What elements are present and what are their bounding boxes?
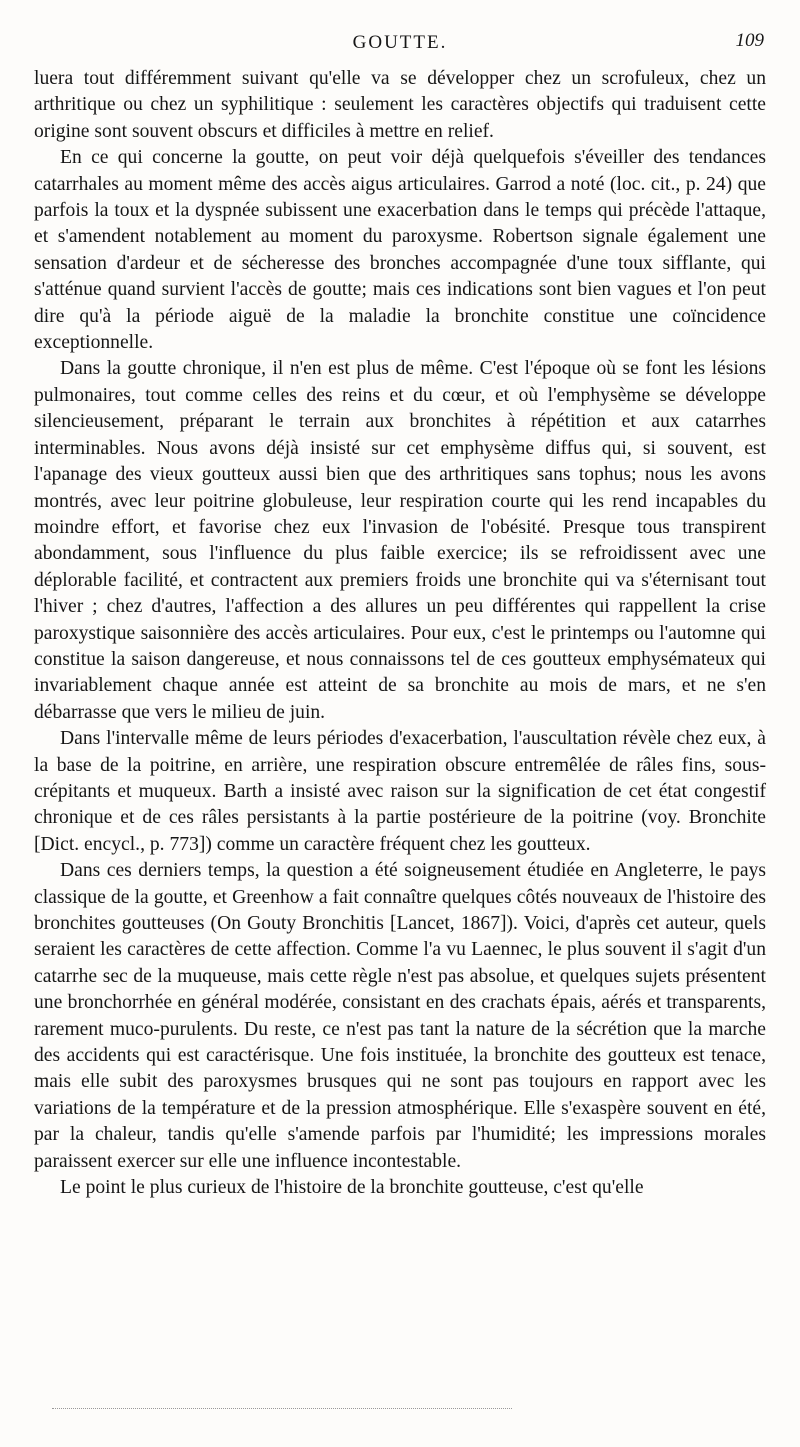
- paragraph: En ce qui concerne la goutte, on peut voir déjà quelquefois s'éveiller des tendances catarrhales au moment même des accès aigus articulaires. Garrod a noté (loc. cit., p. 24) que parfois la toux et la dyspnée subissent une exacerbation dans le temps qui précède l'attaque, et s'amendent notablement au moment du paroxysme. Robertson signale également une sensation d'ardeur et de sécheresse des bronches accompagnée d'une toux sifflante, qui s'atténue quand survient l'accès de goutte; mais ces indications sont bien vagues et l'on peut dire qu'à la période aiguë de la maladie la bronchite constitue une coïncidence exceptionnelle.: [34, 147, 766, 354]
- page-header: [34, 30, 766, 58]
- paragraph-continuation: luera tout différemment suivant qu'elle va se développer chez un scrofuleux, chez un arthritique ou chez un syphilitique : seulement les caractères objectifs qui traduisent cette origine sont souvent obscurs et difficiles à mettre en relief.: [34, 68, 766, 142]
- paragraph: Dans l'intervalle même de leurs périodes d'exacerbation, l'auscultation révèle chez eux, à la base de la poitrine, en arrière, une respiration obscure entremêlée de râles fins, sous-crépitants et muqueux. Barth a insisté avec raison sur la signification de cet état congestif chronique et de ces râles persistants à la partie postérieure de la poitrine (voy. Bronchite [Dict. encycl., p. 773]) comme un caractère fréquent chez les goutteux.: [34, 728, 766, 855]
- page-number: 109: [735, 30, 764, 51]
- paragraph: Dans la goutte chronique, il n'en est plus de même. C'est l'époque où se font les lésions pulmonaires, tout comme celles des reins et du cœur, et où l'emphysème se développe silencieusement, préparant le terrain aux bronchites à répétition et aux catarrhes interminables. Nous avons déjà insisté sur cet emphysème diffus qui, si souvent, est l'apanage des vieux goutteux aussi bien que des arthritiques sans tophus; nous les avons montrés, avec leur poitrine globuleuse, leur respiration courte qui les rend incapables du moindre effort, et favorise chez eux l'invasion de l'obésité. Presque tous transpirent abondamment, sous l'influence du plus faible exercice; ils se refroidissent avec une déplorable facilité, et contractent aux premiers froids une bronchite qui va s'éternisant tout l'hiver ; chez d'autres, l'affection a des allures un peu différentes qui rappellent la crise paroxystique saisonnière des accès articulaires. Pour eux, c'est le printemps ou l'automne qui constitue la saison dangereuse, et nous connaissons tel de ces goutteux emphysémateux qui invariablement chaque année est atteint de sa bronchite au mois de mars, et ne s'en débarrasse que vers le milieu de juin.: [34, 358, 766, 723]
- running-title: GOUTTE.: [352, 32, 448, 53]
- body-text: [34, 66, 766, 1201]
- paragraph: Le point le plus curieux de l'histoire de la bronchite goutteuse, c'est qu'elle: [60, 1177, 644, 1199]
- footer-rule: [52, 1408, 512, 1410]
- paragraph: Dans ces derniers temps, la question a été soigneusement étudiée en Angleterre, le pays classique de la goutte, et Greenhow a fait connaître quelques côtés nouveaux de l'histoire des bronchites goutteuses (On Gouty Bronchitis [Lancet, 1867]). Voici, d'après cet auteur, quels seraient les caractères de cette affection. Comme l'a vu Laennec, le plus souvent il s'agit d'un catarrhe sec de la muqueuse, mais cette règle n'est pas absolue, et quelques sujets présentent une bronchorrhée en général modérée, consistant en des crachats épais, aérés et transparents, rarement muco-purulents. Du reste, ce n'est pas tant la nature de la sécrétion que la marche des accidents qui est caractérisque. Une fois instituée, la bronchite des goutteux est tenace, mais elle subit des paroxysmes brusques qui ne sont pas toujours en rapport avec les variations de la température et de la pression atmosphérique. Elle s'exaspère souvent en été, par la chaleur, tandis qu'elle s'amende parfois par l'humidité; les impressions morales paraissent exercer sur elle une influence incontestable.: [34, 860, 766, 1172]
